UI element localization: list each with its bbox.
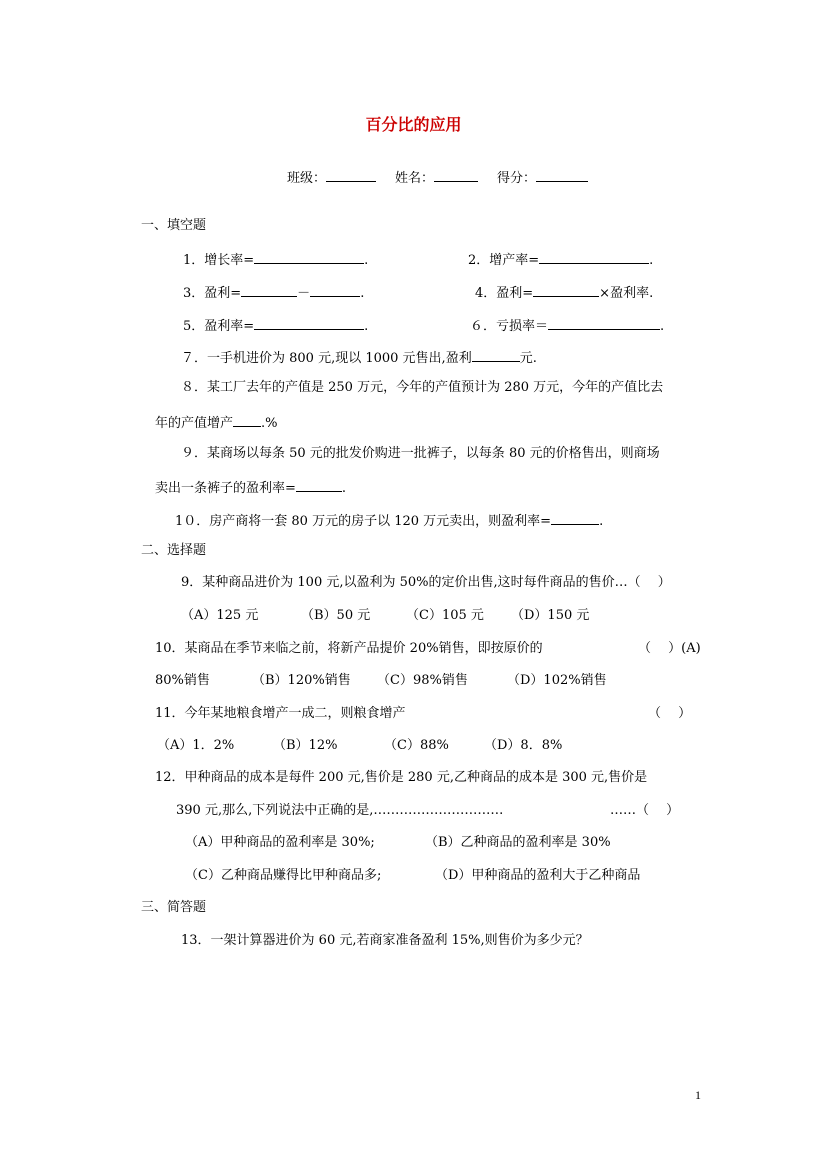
question-8-line-2 <box>155 413 278 432</box>
question-3-text: 3．盈利= <box>183 286 242 301</box>
question-9-tail: . <box>341 481 347 496</box>
answer-blank <box>472 348 520 362</box>
question-10-text: 1０．房产商将一套 80 万元的房子以 120 万元卖出，则盈利率= <box>175 514 552 529</box>
question-5-text: 5．盈利率= <box>183 319 255 334</box>
answer-blank <box>551 511 599 525</box>
choice-question-11: 11．今年某地粮食增产一成二，则粮食增产 <box>155 706 406 721</box>
answer-blank <box>241 283 297 297</box>
section-heading-short-answer: 三、简答题 <box>141 900 207 915</box>
choice-10-option-d: （D）102%销售 <box>507 673 607 688</box>
choice-10-option-b: （B）120%销售 <box>252 673 351 688</box>
name-label: 姓名： <box>395 171 435 186</box>
class-blank <box>326 168 376 182</box>
question-1-text: 1．增长率= <box>183 253 255 268</box>
question-4 <box>475 283 653 302</box>
choice-question-10: 10．某商品在季节来临之前，将新产品提价 20%销售，即按原价的 <box>155 641 543 656</box>
question-9-line-1: ９．某商场以每条 50 元的批发价购进一批裤子，以每条 80 元的价格售出，则商场 <box>181 446 660 461</box>
choice-9-option-d: （D）150 元 <box>511 608 590 623</box>
choice-12-option-b: （B）乙种商品的盈利率是 30% <box>425 835 611 850</box>
score-label: 得分： <box>497 171 537 186</box>
answer-blank <box>296 478 342 492</box>
question-5: 5．盈利率= . <box>183 316 368 335</box>
question-8-text: 年的产值增产 <box>155 416 234 431</box>
question-6-text: ６．亏损率＝ <box>470 319 549 334</box>
question-7-text: ７．一手机进价为 800 元,现以 1000 元售出,盈利 <box>181 351 472 366</box>
choice-12-option-c: （C）乙种商品赚得比甲种商品多; <box>185 868 382 883</box>
answer-blank <box>310 283 360 297</box>
class-field <box>287 168 376 187</box>
question-10-tail: . <box>599 514 604 529</box>
answer-blank <box>254 316 364 330</box>
score-field <box>497 168 588 187</box>
answer-blank <box>533 283 599 297</box>
choice-11-option-b: （B）12% <box>273 738 338 753</box>
choice-9-option-a: （A）125 元 <box>181 608 259 623</box>
answer-blank <box>539 250 649 264</box>
question-4-text: 4．盈利= <box>475 286 534 301</box>
short-answer-question-13: 13．一架计算器进价为 60 元,若商家准备盈利 15%,则售价为多少元？ <box>181 933 589 948</box>
choice-12-option-d: （D）甲种商品的盈利大于乙种商品 <box>435 868 641 883</box>
choice-10-option-a: 80%销售 <box>155 673 210 688</box>
section-heading-choice: 二、选择题 <box>141 543 207 558</box>
question-9-line-2 <box>155 478 346 497</box>
answer-blank <box>233 413 261 427</box>
choice-12-answer-paren: ……（ ） <box>610 803 680 818</box>
choice-11-option-a: （A）1．2% <box>157 738 235 753</box>
page-title: 百分比的应用 <box>365 115 462 134</box>
choice-question-12-line-2: 390 元,那么,下列说法中正确的是,………………………… <box>176 803 504 818</box>
question-2: 2．增产率= . <box>468 250 653 269</box>
name-blank <box>434 168 478 182</box>
question-7-tail: 元. <box>519 351 537 366</box>
choice-10-option-c: （C）98%销售 <box>377 673 468 688</box>
question-1: 1．增长率= . <box>183 250 368 269</box>
choice-12-option-a: （A）甲种商品的盈利率是 30%; <box>185 835 375 850</box>
score-blank <box>536 168 588 182</box>
choice-11-answer-paren: （ ） <box>648 706 692 721</box>
question-2-text: 2．增产率= <box>468 253 540 268</box>
choice-9-option-c: （C）105 元 <box>406 608 484 623</box>
question-7 <box>181 348 537 367</box>
answer-blank <box>548 316 660 330</box>
question-3: 3．盈利= － . <box>183 283 364 302</box>
question-9-text: 卖出一条裤子的盈利率= <box>155 481 296 496</box>
section-heading-fill-in: 一、填空题 <box>141 218 207 233</box>
choice-10-answer-paren: （ ）(A) <box>638 641 701 656</box>
choice-11-option-c: （C）88% <box>384 738 449 753</box>
choice-11-option-d: （D）8．8% <box>484 738 563 753</box>
minus-sign: － <box>297 286 311 301</box>
choice-question-9: 9．某种商品进价为 100 元,以盈利为 50%的定价出售,这时每件商品的售价…（ ） <box>181 575 671 590</box>
choice-9-option-b: （B）50 元 <box>301 608 371 623</box>
answer-blank <box>254 250 364 264</box>
question-6: ６．亏损率＝ . <box>470 316 664 335</box>
question-4-tail: ×盈利率. <box>599 286 654 301</box>
question-10 <box>175 511 603 530</box>
name-field <box>395 168 478 187</box>
choice-question-12-line-1: 12．甲种商品的成本是每件 200 元,售价是 280 元,乙种商品的成本是 300 元,售价是 <box>155 770 648 785</box>
class-label: 班级： <box>287 171 327 186</box>
question-8-tail: .% <box>261 416 278 431</box>
page-number: 1 <box>695 1088 701 1102</box>
question-8-line-1: ８．某工厂去年的产值是 250 万元，今年的产值预计为 280 万元，今年的产值比去 <box>181 380 664 395</box>
